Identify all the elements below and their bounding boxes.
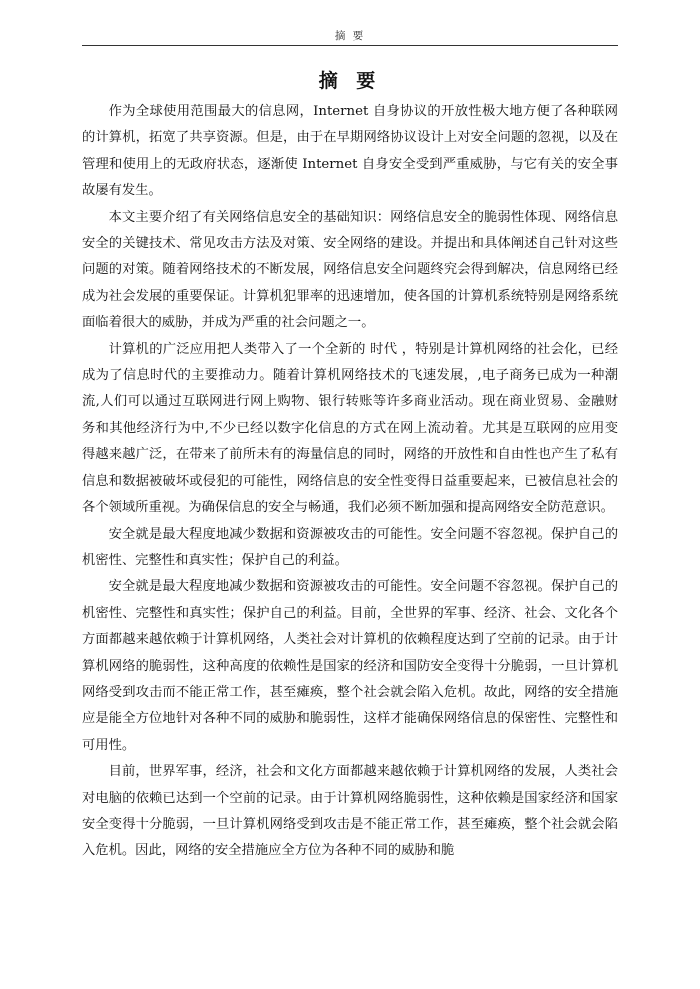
running-header: 摘 要 (334, 30, 366, 42)
abstract-body (82, 99, 618, 865)
paragraph-2: 本文主要介绍了有关网络信息安全的基础知识：网络信息安全的脆弱性体现、网络信息安全的关键技术、常见攻击方法及对策、安全网络的建设。并提出和具体阐述自己针对这些问题的对策。随着网络技术的不断发展，网络信息安全问题终究会得到解决，信息网络已经成为社会发展的重要保证。计算机犯罪率的迅速增加，使各国的计算机系统特别是网络系统面临着很大的威胁，并成为严重的社会问题之一。 (82, 209, 618, 331)
paragraph-4: 安全就是最大程度地减少数据和资源被攻击的可能性。安全问题不容忽视。保护自己的机密性、完整性和真实性；保护自己的利益。 (82, 526, 618, 568)
paragraph-3: 计算机的广泛应用把人类带入了一个全新的 时代 ，特别是计算机网络的社会化，已经成为了信息时代的主要推动力。随着计算机网络技术的飞速发展，,电子商务已成为一种潮流,人们可以通过互联网进行网上购物、银行转账等许多商业活动。现在商业贸易、金融财务和其他经济行为中,不少已经以数字化信息的方式在网上流动着。尤其是互联网的应用变得越来越广泛，在带来了前所未有的海量信息的同时，网络的开放性和自由性也产生了私有信息和数据被破坏或侵犯的可能性，网络信息的安全性变得日益重要起来，已被信息社会的各个领域所重视。为确保信息的安全与畅通，我们必须不断加强和提高网络安全防范意识。 (82, 341, 618, 516)
paragraph-6: 目前，世界军事，经济，社会和文化方面都越来越依赖于计算机网络的发展，人类社会对电脑的依赖已达到一个空前的记录。由于计算机网络脆弱性，这种依赖是国家经济和国家安全变得十分脆弱，一旦计算机网络受到攻击是不能正常工作，甚至瘫痪，整个社会就会陷入危机。因此，网络的安全措施应全方位为各种不同的威胁和脆 (82, 764, 618, 859)
paragraph-5: 安全就是最大程度地减少数据和资源被攻击的可能性。安全问题不容忽视。保护自己的机密性、完整性和真实性；保护自己的利益。目前，全世界的军事、经济、社会、文化各个方面都越来越依赖于计算机网络，人类社会对计算机的依赖程度达到了空前的记录。由于计算机网络的脆弱性，这种高度的依赖性是国家的经济和国防安全变得十分脆弱，一旦计算机网络受到攻击而不能正常工作，甚至瘫痪，整个社会就会陷入危机。故此，网络的安全措施应是能全方位地针对各种不同的威胁和脆弱性，这样才能确保网络信息的保密性、完整性和可用性。 (82, 579, 618, 753)
paragraph-1: 作为全球使用范围最大的信息网，Internet 自身协议的开放性极大地方便了各种联网的计算机，拓宽了共享资源。但是，由于在早期网络协议设计上对安全问题的忽视，以及在管理和使用上的无政府状态，逐渐使 Internet 自身安全受到严重威胁，与它有关的安全事故屡有发生。 (82, 104, 618, 199)
header-rule (82, 45, 618, 46)
page-title: 摘 要 (318, 70, 382, 92)
